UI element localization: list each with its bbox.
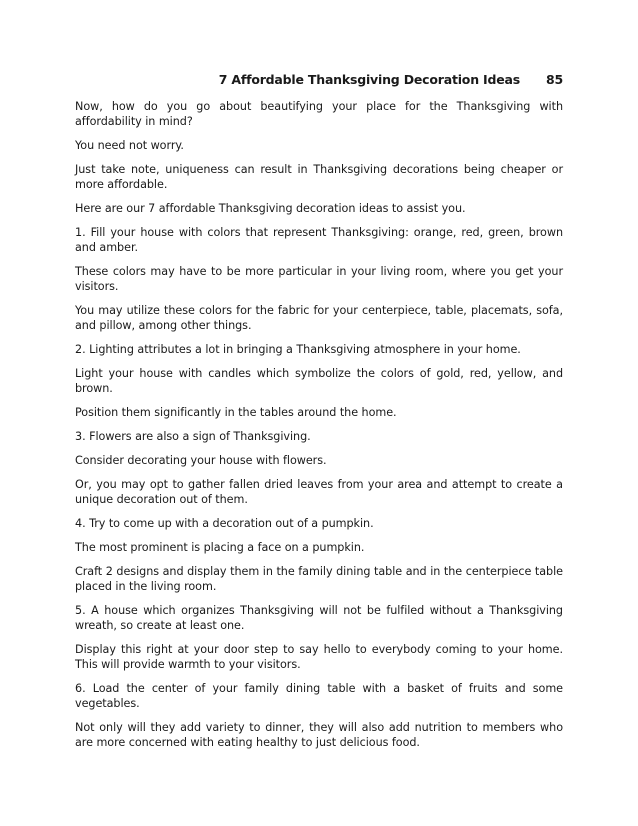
paragraph: 5. A house which organizes Thanksgiving will not be fulfiled without a Thanksgiving wreath, so create at least one. [75, 604, 563, 632]
paragraph: Not only will they add variety to dinner, they will also add nutrition to members who are more concerned with eating healthy to just delicious food. [75, 721, 563, 749]
paragraph: Here are our 7 affordable Thanksgiving decoration ideas to assist you. [75, 202, 466, 215]
paragraph: Consider decorating your house with flowers. [75, 454, 327, 467]
running-header [75, 72, 563, 87]
paragraph: Position them significantly in the tables around the home. [75, 406, 397, 419]
paragraph: Or, you may opt to gather fallen dried leaves from your area and attempt to create a unique decoration out of them. [75, 478, 563, 506]
paragraph: You may utilize these colors for the fabric for your centerpiece, table, placemats, sofa, and pillow, among other things. [75, 304, 563, 332]
header-title: 7 Affordable Thanksgiving Decoration Ideas [218, 72, 520, 87]
paragraph: Just take note, uniqueness can result in Thanksgiving decorations being cheaper or more affordable. [75, 163, 563, 191]
paragraph: These colors may have to be more particular in your living room, where you get your visitors. [75, 265, 563, 293]
page-number: 85 [546, 72, 563, 87]
document-page [75, 72, 563, 759]
paragraph: Craft 2 designs and display them in the family dining table and in the centerpiece table placed in the living room. [75, 565, 563, 593]
paragraph: You need not worry. [75, 139, 184, 152]
paragraph: The most prominent is placing a face on a pumpkin. [75, 541, 365, 554]
paragraph: 6. Load the center of your family dining table with a basket of fruits and some vegetables. [75, 682, 563, 710]
paragraph: 3. Flowers are also a sign of Thanksgiving. [75, 430, 311, 443]
paragraph: 4. Try to come up with a decoration out of a pumpkin. [75, 517, 374, 530]
paragraph: 1. Fill your house with colors that represent Thanksgiving: orange, red, green, brown and amber. [75, 226, 563, 254]
paragraph: Now, how do you go about beautifying your place for the Thanksgiving with affordability in mind? [75, 100, 563, 128]
paragraph: 2. Lighting attributes a lot in bringing a Thanksgiving atmosphere in your home. [75, 343, 521, 356]
paragraph: Light your house with candles which symbolize the colors of gold, red, yellow, and brown. [75, 367, 563, 395]
paragraph: Display this right at your door step to say hello to everybody coming to your home. This will provide warmth to your visitors. [75, 643, 563, 671]
